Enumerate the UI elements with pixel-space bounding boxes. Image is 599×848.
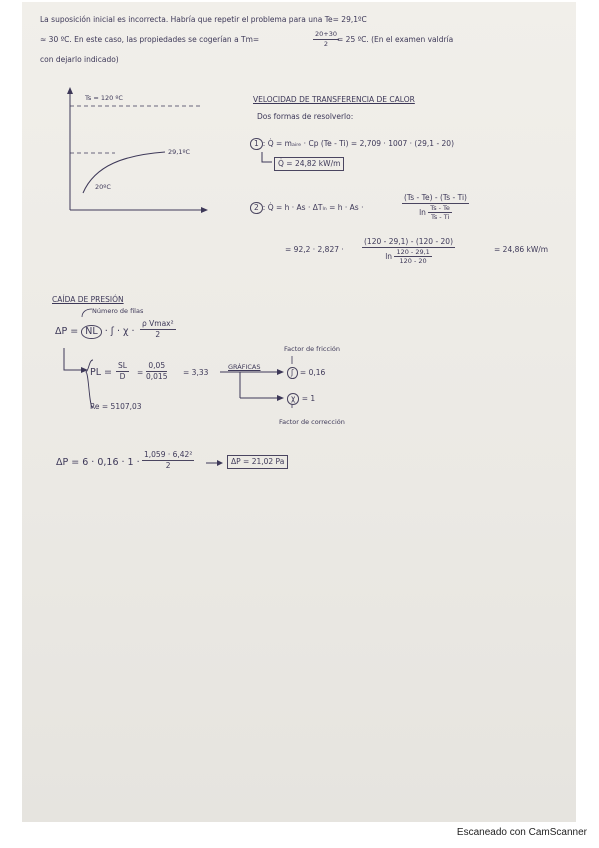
friction-value bbox=[287, 367, 325, 379]
method-2-calc-prefix: = 92,2 · 2,827 · bbox=[285, 245, 344, 254]
graph-y-arrow bbox=[67, 87, 73, 94]
method-2-number: 2 bbox=[250, 202, 263, 214]
dp-den: 2 bbox=[155, 329, 161, 339]
pl-result: = 3,33 bbox=[183, 368, 209, 377]
method-2-calc-inner bbox=[394, 249, 431, 265]
graficas-lower-arrowhead bbox=[277, 395, 284, 401]
method-2-result: = 24,86 kW/m bbox=[494, 245, 549, 254]
final-num: 1,059 · 6,42² bbox=[144, 450, 193, 459]
dp-num: ρ Vmax² bbox=[142, 319, 174, 328]
scanner-watermark: Escaneado con CamScanner bbox=[456, 827, 587, 838]
bracket-arrow-line bbox=[64, 348, 84, 370]
reynolds: Re = 5107,03 bbox=[90, 402, 142, 411]
graph-x-arrow bbox=[201, 207, 208, 213]
method-2-fraction bbox=[402, 194, 469, 221]
dp-formula bbox=[55, 325, 135, 339]
curve-end-label: 29,1ºC bbox=[168, 148, 191, 156]
pl-frac-2-num: 0,05 bbox=[148, 361, 166, 370]
pressure-section-title: CAÍDA DE PRESIÓN bbox=[52, 295, 124, 304]
chi-val: = 1 bbox=[301, 394, 316, 403]
chi-symbol: χ bbox=[287, 393, 299, 405]
final-arrow-head bbox=[217, 460, 223, 466]
method-2-ln: ln bbox=[419, 207, 426, 217]
pl-eq: = bbox=[137, 368, 144, 377]
intro-line-2a: ≈ 30 ºC. En este caso, las propiedades se cogerían a Tm= bbox=[40, 35, 260, 44]
method-2-fraction-den bbox=[419, 204, 452, 221]
final-lhs: ΔP = 6 · 0,16 · 1 · bbox=[56, 457, 140, 468]
method-2-inner-den: Ts - Ti bbox=[430, 213, 450, 221]
dp-fraction bbox=[140, 320, 176, 338]
intro-line-1: La suposición inicial es incorrecta. Habría que repetir el problema para una Te= 29,1ºC bbox=[40, 15, 367, 24]
method-1-equation: : Q̇ = mₐᵢᵣₑ · Cp (Te - Ti) = 2,709 · 1007 · (29,1 - 20) bbox=[262, 139, 454, 148]
method-1-arrow bbox=[260, 152, 274, 168]
rows-note-arrow-path bbox=[82, 309, 92, 317]
method-2-calc-den bbox=[385, 248, 432, 265]
method-2-calc-fraction bbox=[362, 238, 455, 265]
pl-frac-1-num: SL bbox=[118, 361, 127, 370]
method-1-result: Q̇ = 24,82 kW/m bbox=[274, 157, 344, 171]
method-2 bbox=[250, 202, 363, 214]
dp-lhs: ΔP = bbox=[55, 326, 79, 337]
method-2-calc-inner-num: 120 - 29,1 bbox=[396, 247, 430, 256]
chi-value bbox=[287, 393, 315, 405]
final-fraction bbox=[142, 451, 194, 469]
heat-subtitle: Dos formas de resolverlo: bbox=[257, 112, 354, 121]
method-1-arrow-path bbox=[262, 152, 272, 162]
pl-lhs: PL = bbox=[90, 367, 113, 378]
pl-frac-1-den: D bbox=[119, 371, 126, 381]
final-result: ΔP = 21,02 Pa bbox=[227, 455, 288, 469]
method-1-number: 1 bbox=[250, 138, 263, 150]
rows-note: Número de filas bbox=[92, 307, 144, 315]
f-value: = 0,16 bbox=[299, 368, 326, 377]
nl-circle: NL bbox=[81, 325, 101, 339]
ts-label: Ts = 120 ºC bbox=[85, 94, 123, 102]
intro-line-3: con dejarlo indicado) bbox=[40, 55, 119, 64]
method-2-calc-ln: ln bbox=[385, 251, 393, 261]
intro-fraction bbox=[313, 31, 339, 47]
method-2-inner bbox=[428, 205, 452, 221]
dp-mid: · ʃ · χ · bbox=[104, 326, 135, 337]
start-temp-label: 20ºC bbox=[95, 183, 111, 191]
method-2-calc-inner-den: 120 - 20 bbox=[399, 257, 427, 265]
temperature-graph bbox=[55, 85, 215, 225]
final-den: 2 bbox=[165, 460, 171, 470]
method-2-calc-num: (120 - 29,1) - (120 - 20) bbox=[364, 237, 454, 246]
method-1 bbox=[250, 138, 454, 150]
method-2-inner-num: Ts - Te bbox=[430, 203, 450, 212]
heat-section-title: VELOCIDAD DE TRANSFERENCIA DE CALOR bbox=[253, 95, 415, 104]
intro-fraction-num: 20+30 bbox=[315, 30, 337, 38]
method-2-equation: : Q̇ = h · As · ΔTₗₙ = h · As · bbox=[262, 203, 364, 212]
correction-factor-label: Factor de corrección bbox=[279, 418, 345, 426]
friction-factor-label: Factor de fricción bbox=[284, 345, 340, 353]
method-2-fraction-num: (Ts - Te) - (Ts - Ti) bbox=[404, 193, 467, 202]
graficas-label: GRÁFICAS bbox=[228, 363, 261, 371]
pl-frac-1 bbox=[116, 362, 129, 380]
graficas-main-arrowhead bbox=[277, 369, 284, 375]
pl-frac-2 bbox=[146, 362, 167, 380]
intro-fraction-den: 2 bbox=[323, 39, 329, 48]
f-symbol: ʃ bbox=[287, 367, 298, 379]
intro-line-2b: = 25 ºC. (En el examen valdría bbox=[337, 35, 454, 44]
final-arrow bbox=[206, 459, 224, 467]
pl-frac-2-den: 0,015 bbox=[146, 371, 168, 381]
